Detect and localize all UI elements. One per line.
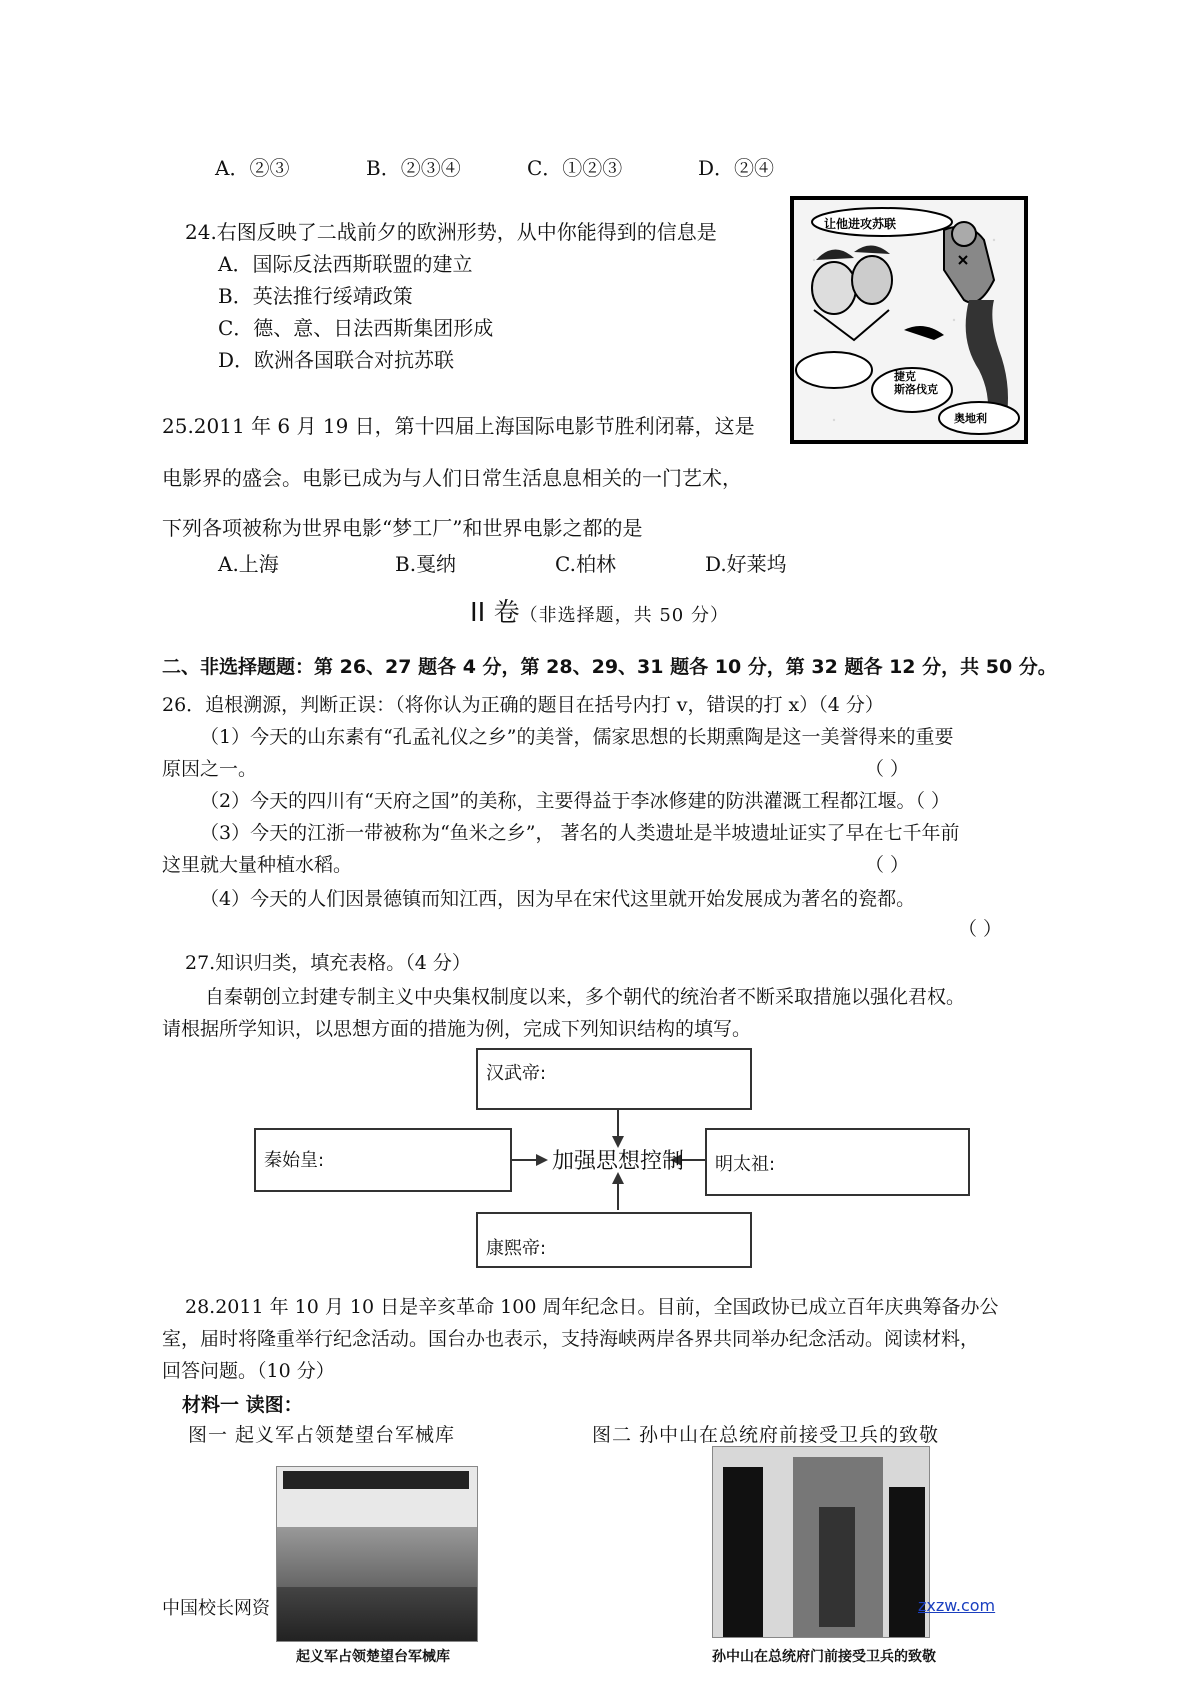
q26-line-1b: 原因之一。	[162, 758, 258, 780]
q28-line-3: 回答问题。（10 分）	[162, 1360, 335, 1382]
q28-line-1: 28.2011 年 10 月 10 日是辛亥革命 100 周年纪念日。目前，全国政协已成立百年庆典筹备办公	[185, 1296, 999, 1318]
q27-stem: 27.知识归类，填充表格。（4 分）	[185, 952, 471, 974]
diagram-box-top: 汉武帝:	[476, 1048, 752, 1110]
q25-option-a: A.上海	[218, 552, 279, 576]
watermark-link[interactable]: zxzw.com	[918, 1596, 996, 1615]
appeasement-cartoon	[790, 196, 1028, 444]
cartoon-drawing	[794, 200, 1024, 440]
diagram-center: 加强思想控制	[552, 1149, 685, 1174]
q26-bracket-3: （ ）	[865, 854, 910, 876]
q26-line-3: （3）今天的江浙一带被称为“鱼米之乡”， 著名的人类遗址是半坡遗址证实了早在七千年前	[200, 822, 960, 844]
cartoon-text-austria: 奥地利	[954, 412, 987, 425]
watermark-left: 中国校长网资	[162, 1598, 270, 1619]
q27-line-2: 请根据所学知识，以思想方面的措施为例，完成下列知识结构的填写。	[162, 1018, 752, 1040]
q26-line-4: （4）今天的人们因景德镇而知江西，因为早在宋代这里就开始发展成为著名的瓷都。	[200, 888, 916, 910]
q25-line-3: 下列各项被称为世界电影“梦工厂”和世界电影之都的是	[162, 516, 643, 540]
q23-option-b: B．②③④	[366, 156, 461, 180]
q23-option-c: C．①②③	[527, 156, 623, 180]
q25-line-1: 25.2011 年 6 月 19 日，第十四届上海国际电影节胜利闭幕，这是	[162, 414, 755, 438]
q27-line-1: 自秦朝创立封建专制主义中央集权制度以来，多个朝代的统治者不断采取措施以强化君权。	[205, 986, 966, 1008]
q24-stem: 24.右图反映了二战前夕的欧洲形势，从中你能得到的信息是	[185, 220, 717, 244]
q26-line-1: （1）今天的山东素有“孔孟礼仪之乡”的美誉，儒家思想的长期熏陶是这一美誉得来的重要	[200, 726, 954, 748]
section-2-label: II 卷	[470, 598, 520, 628]
section-2-title	[470, 592, 729, 629]
diagram-box-bottom: 康熙帝:	[476, 1212, 752, 1268]
q26-bracket-4: （ ）	[958, 918, 1003, 940]
fig1-photo-crowd	[277, 1587, 477, 1641]
fig2-photo-guard-left	[723, 1467, 763, 1637]
section-2-subtitle: （非选择题，共 50 分）	[519, 605, 729, 626]
q25-option-b: B.戛纳	[395, 552, 457, 576]
cartoon-text-banner: 让他进攻苏联	[824, 217, 897, 231]
fig1-photo-banner	[283, 1471, 469, 1489]
q24-option-d: D．欧洲各国联合对抗苏联	[218, 348, 455, 372]
cartoon-text-czech: 捷克斯洛伐克	[894, 370, 938, 396]
q25-line-2: 电影界的盛会。电影已成为与人们日常生活息息相关的一门艺术，	[162, 466, 742, 490]
fig1-photo	[276, 1466, 478, 1642]
fig2-photo-sun	[819, 1507, 855, 1627]
q23-option-a: A．②③	[215, 156, 290, 180]
fig2-title: 图二 孙中山在总统府前接受卫兵的致敬	[592, 1424, 940, 1446]
q26-bracket-1: （ ）	[865, 758, 910, 780]
q26-line-3b: 这里就大量种植水稻。	[162, 854, 353, 876]
fig2-caption: 孙中山在总统府门前接受卫兵的致敬	[712, 1649, 936, 1665]
fig1-photo-buildings	[277, 1527, 477, 1587]
q24-option-b: B．英法推行绥靖政策	[218, 284, 413, 308]
fig1-title: 图一 起义军占领楚望台军械库	[188, 1424, 456, 1446]
q25-option-c: C.柏林	[555, 552, 616, 576]
q24-option-c: C．德、意、日法西斯集团形成	[218, 316, 494, 340]
diagram-box-right: 明太祖:	[705, 1128, 970, 1196]
q23-option-d: D．②④	[698, 156, 775, 180]
q28-line-2: 室，届时将隆重举行纪念活动。国台办也表示，支持海峡两岸各界共同举办纪念活动。阅读材料，	[162, 1328, 980, 1350]
q24-option-a: A．国际反法西斯联盟的建立	[218, 252, 473, 276]
q26-stem: 26．追根溯源，判断正误：（将你认为正确的题目在括号内打 v，错误的打 x）（4 分）	[162, 694, 884, 716]
fig2-photo	[712, 1446, 930, 1638]
q26-line-2: （2）今天的四川有“天府之国”的美称，主要得益于李冰修建的防洪灌溉工程都江堰。（ ）	[200, 790, 951, 812]
diagram-box-left: 秦始皇:	[254, 1128, 512, 1192]
q28-material-label: 材料一 读图：	[182, 1394, 303, 1416]
part-2-header: 二、非选择题题：第 26、27 题各 4 分，第 28、29、31 题各 10 分，第 32 题各 12 分，共 50 分。	[162, 656, 1057, 678]
q25-option-d: D.好莱坞	[705, 552, 787, 576]
fig1-caption: 起义军占领楚望台军械库	[296, 1649, 450, 1665]
